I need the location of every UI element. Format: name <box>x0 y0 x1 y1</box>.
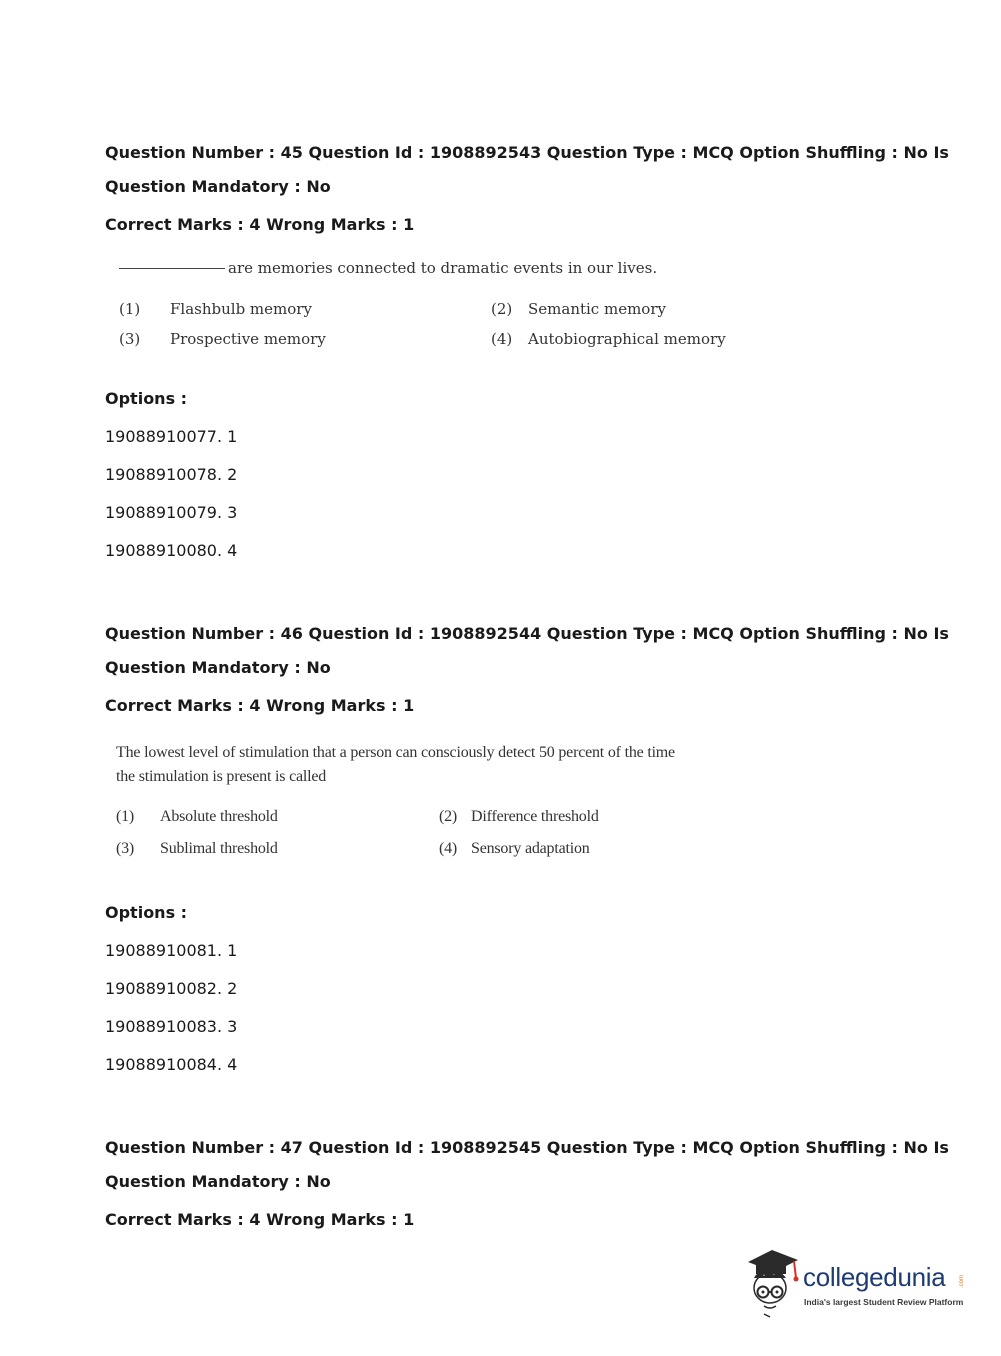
q46-choice-1-num: (1) <box>116 808 135 825</box>
q46-choice-3-text: Sublimal threshold <box>160 840 278 857</box>
q46-choice-1-text: Absolute threshold <box>160 808 278 825</box>
q45-choice-2-num: (2) <box>491 300 513 318</box>
q46-header-line1: Question Number : 46 Question Id : 1908892544 Question Type : MCQ Option Shuffling : No Is <box>105 624 949 643</box>
q45-blank-line <box>119 268 225 269</box>
q46-options-label: Options : <box>105 903 188 922</box>
q45-choice-4-text: Autobiographical memory <box>528 330 726 348</box>
q45-option-2: 19088910078. 2 <box>105 465 238 484</box>
q46-header-line2: Question Mandatory : No <box>105 658 331 677</box>
collegedunia-logo-text: collegedunia <box>803 1262 946 1292</box>
collegedunia-logo-suffix: .com <box>959 1275 965 1289</box>
q45-header-line1: Question Number : 45 Question Id : 1908892543 Question Type : MCQ Option Shuffling : No Is <box>105 143 949 162</box>
q46-choice-2-text: Difference threshold <box>471 808 599 825</box>
collegedunia-mascot-icon <box>742 1248 802 1320</box>
q46-option-1: 19088910081. 1 <box>105 941 238 960</box>
q46-choice-2-num: (2) <box>439 808 458 825</box>
q45-option-3: 19088910079. 3 <box>105 503 238 522</box>
q45-choice-2-text: Semantic memory <box>528 300 666 318</box>
q45-choice-4-num: (4) <box>491 330 513 348</box>
q46-stem-line1: The lowest level of stimulation that a person can consciously detect 50 percent of the time <box>116 744 675 761</box>
q45-options-label: Options : <box>105 389 188 408</box>
q47-header-line1: Question Number : 47 Question Id : 1908892545 Question Type : MCQ Option Shuffling : No Is <box>105 1138 949 1157</box>
q45-stem: are memories connected to dramatic events in our lives. <box>228 259 658 277</box>
q46-marks: Correct Marks : 4 Wrong Marks : 1 <box>105 696 415 715</box>
q46-choice-4-num: (4) <box>439 840 458 857</box>
q45-choice-1-num: (1) <box>119 300 141 318</box>
q46-stem-line2: the stimulation is present is called <box>116 768 327 785</box>
q47-header-line2: Question Mandatory : No <box>105 1172 331 1191</box>
q45-choice-1-text: Flashbulb memory <box>170 300 312 318</box>
q46-option-3: 19088910083. 3 <box>105 1017 238 1036</box>
q47-marks: Correct Marks : 4 Wrong Marks : 1 <box>105 1210 415 1229</box>
q45-option-4: 19088910080. 4 <box>105 541 238 560</box>
q45-header-line2: Question Mandatory : No <box>105 177 331 196</box>
q46-choice-3-num: (3) <box>116 840 135 857</box>
q45-marks: Correct Marks : 4 Wrong Marks : 1 <box>105 215 415 234</box>
q46-choice-4-text: Sensory adaptation <box>471 840 590 857</box>
q46-option-2: 19088910082. 2 <box>105 979 238 998</box>
q45-choice-3-num: (3) <box>119 330 141 348</box>
collegedunia-tagline: India's largest Student Review Platform <box>804 1297 964 1307</box>
q46-option-4: 19088910084. 4 <box>105 1055 238 1074</box>
q45-choice-3-text: Prospective memory <box>170 330 326 348</box>
q45-option-1: 19088910077. 1 <box>105 427 238 446</box>
